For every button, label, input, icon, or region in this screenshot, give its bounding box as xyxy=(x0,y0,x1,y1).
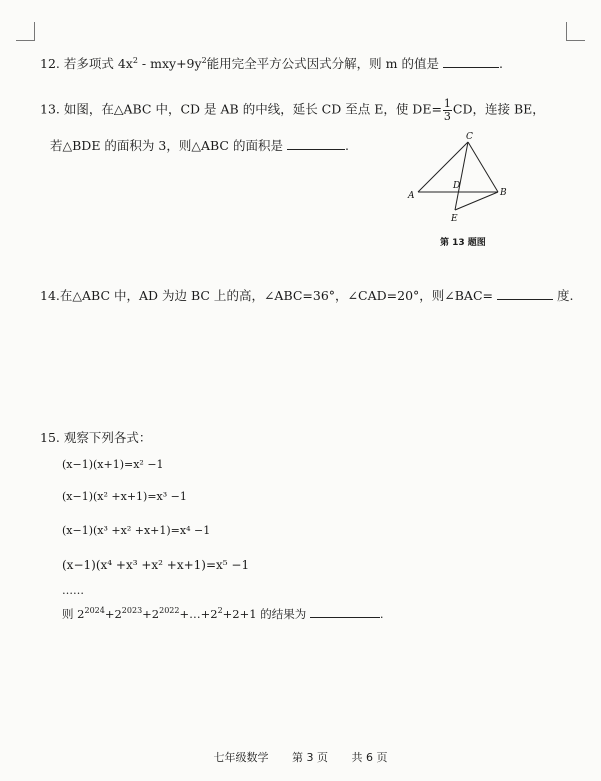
q13-frac-den: 3 xyxy=(443,109,451,123)
q13-line1-b: CD，连接 BE， xyxy=(452,101,545,117)
q13-triangle-figure xyxy=(400,130,520,230)
question-15 xyxy=(40,430,151,445)
q13-caption: 第 13 题图 xyxy=(440,238,486,248)
q15-question: 则 $2^{2024}+2^{2023}+2^{2022}+\dots+2^2+2+1$ 的结果为 . xyxy=(62,604,384,622)
q13-line1-a: 如图，在△ABC 中，CD 是 AB 的中线，延长 CD 至点 E，使 DE= xyxy=(63,101,442,117)
q13-fraction xyxy=(443,98,452,122)
question-12: 12. 若多项式 $4x^2 - mxy+9y^2$能用完全平方公式因式分解，则 m 的值是 . xyxy=(40,55,503,71)
q12-answer-blank[interactable] xyxy=(443,54,499,68)
q13-line2: 若△BDE 的面积为 3，则△ABC 的面积是 xyxy=(50,138,283,153)
question-13-line2: 若△BDE 的面积为 3，则△ABC 的面积是 . xyxy=(50,138,349,153)
segment-eb xyxy=(455,192,498,210)
q12-text-before: 若多项式 4x xyxy=(63,56,133,71)
segment-ac xyxy=(418,142,468,192)
q12-exp1: 2 xyxy=(132,55,138,65)
q15-exp-2024: 2024 xyxy=(84,606,105,616)
label-e: E xyxy=(451,214,458,224)
q13-number: 13. xyxy=(40,101,60,117)
q15-intro: 观察下列各式： xyxy=(63,430,152,445)
q15-equation-3: (x−1)(x³ +x² +x+1)=x⁴ −1 xyxy=(62,524,211,537)
footer-total: 共 6 页 xyxy=(351,751,388,764)
q14-text: 在△ABC 中，AD 为边 BC 上的高，∠ABC=36°，∠CAD=20°，则∠BAC= xyxy=(59,288,493,303)
q15-number: 15. xyxy=(40,430,60,445)
q15-ask-prefix: 则 2 xyxy=(62,607,85,621)
q13-answer-blank[interactable] xyxy=(287,136,345,150)
q15-exp-2: 2 xyxy=(217,606,223,616)
q15-exp-2023: 2023 xyxy=(121,606,143,616)
q12-exp2: 2 xyxy=(201,55,207,65)
q15-ask-suffix: +2+1 的结果为 xyxy=(222,607,307,621)
q14-number: 14. xyxy=(40,288,60,303)
label-d: D xyxy=(453,181,461,191)
footer-subject: 七年级数学 xyxy=(213,751,269,764)
segment-ce xyxy=(455,142,468,210)
q12-text-mid: - mxy+9y xyxy=(137,56,202,71)
corner-mark-right xyxy=(566,22,585,41)
page-footer xyxy=(0,749,601,765)
q15-plus-3: +…+2 xyxy=(179,607,218,621)
q15-equation-2: (x−1)(x² +x+1)=x³ −1 xyxy=(62,490,187,503)
q15-exp-2022: 2022 xyxy=(159,606,180,616)
corner-mark-left xyxy=(16,22,35,41)
q15-ellipsis: …… xyxy=(62,584,84,597)
q14-answer-blank[interactable] xyxy=(497,286,553,300)
question-14 xyxy=(40,286,573,303)
label-c: C xyxy=(466,132,473,142)
q15-plus-2: +2 xyxy=(142,607,160,621)
label-b: B xyxy=(500,188,507,198)
q14-unit: 度. xyxy=(556,288,574,303)
q12-text-after: 能用完全平方公式因式分解，则 m 的值是 xyxy=(206,56,439,71)
q12-number: 12. xyxy=(40,56,60,71)
q13-frac-num: 1 xyxy=(443,97,451,110)
footer-page: 第 3 页 xyxy=(292,751,328,764)
q15-plus-1: +2 xyxy=(104,607,122,621)
q15-equation-1: (x−1)(x+1)=x² −1 xyxy=(62,458,164,471)
segment-cb xyxy=(468,142,498,192)
question-13-line1 xyxy=(40,98,545,122)
q15-answer-blank[interactable] xyxy=(310,604,380,618)
label-a: A xyxy=(408,191,415,201)
q15-equation-4: (x−1)(x⁴ +x³ +x² +x+1)=x⁵ −1 xyxy=(62,558,250,572)
